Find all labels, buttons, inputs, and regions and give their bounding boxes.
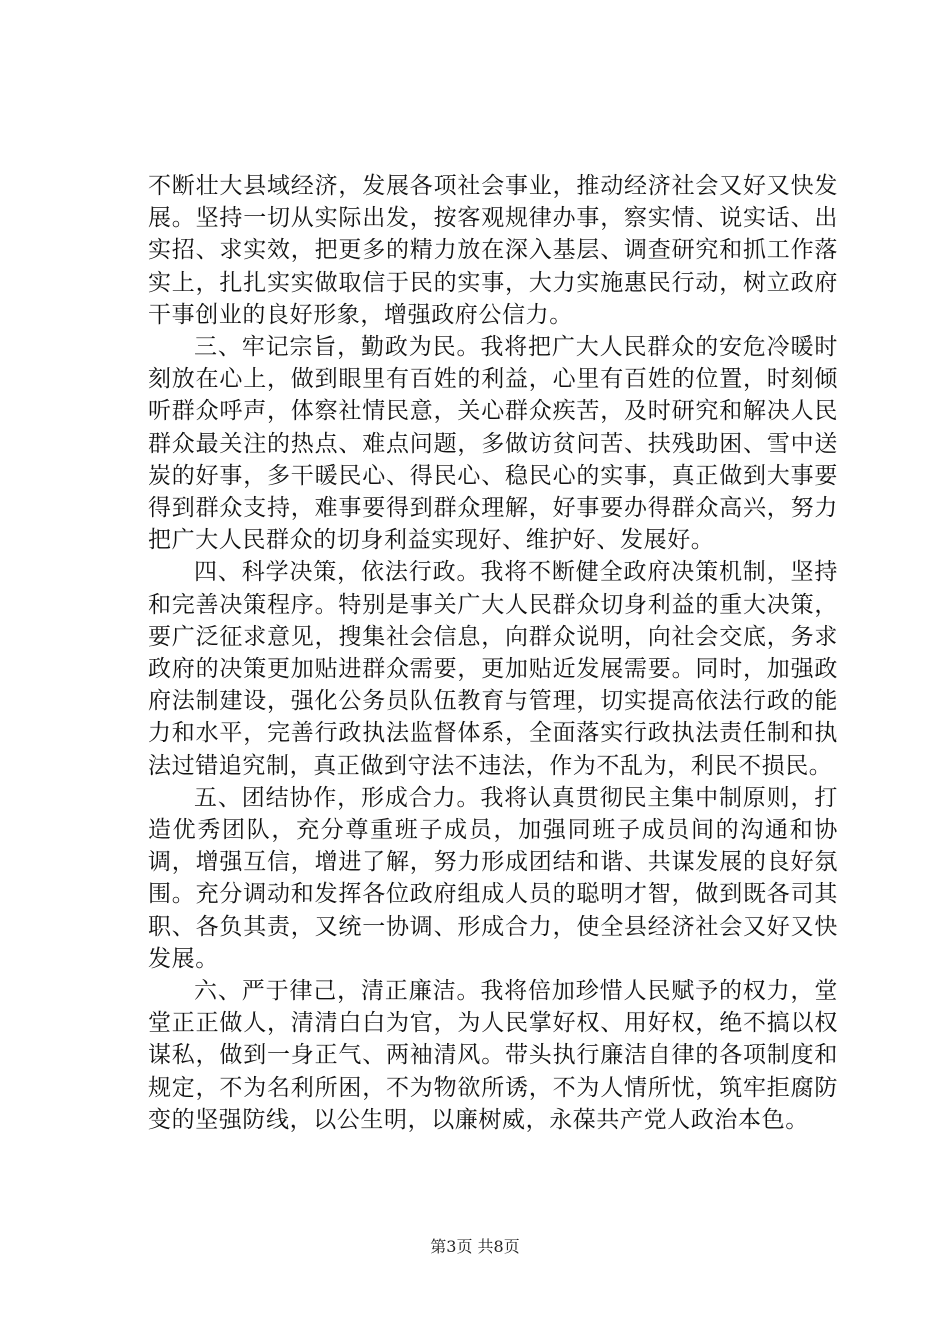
document-body	[148, 170, 838, 1136]
paragraph-section-6: 六、严于律己，清正廉洁。我将倍加珍惜人民赋予的权力，堂堂正正做人，清清白白为官，为人民掌好权、用好权，绝不搞以权谋私，做到一身正气、两袖清风。带头执行廉洁自律的各项制度和规定，不为名利所困，不为物欲所诱，不为人情所忧，筑牢拒腐防变的坚强防线，以公生明，以廉树威，永葆共产党人政治本色。	[148, 978, 838, 1133]
page-footer: 第3页 共8页	[430, 1237, 520, 1256]
paragraph-section-3: 三、牢记宗旨，勤政为民。我将把广大人民群众的安危冷暖时刻放在心上，做到眼里有百姓的利益，心里有百姓的位置，时刻倾听群众呼声，体察社情民意，关心群众疾苦，及时研究和解决人民群众最关注的热点、难点问题，多做访贫问苦、扶残助困、雪中送炭的好事，多干暖民心、得民心、稳民心的实事，真正做到大事要得到群众支持，难事要得到群众理解，好事要办得群众高兴，努力把广大人民群众的切身利益实现好、维护好、发展好。	[148, 334, 838, 554]
paragraph-section-4: 四、科学决策，依法行政。我将不断健全政府决策机制，坚持和完善决策程序。特别是事关广大人民群众切身利益的重大决策，要广泛征求意见，搜集社会信息，向群众说明，向社会交底，务求政府的决策更加贴进群众需要，更加贴近发展需要。同时，加强政府法制建设，强化公务员队伍教育与管理，切实提高依法行政的能力和水平，完善行政执法监督体系，全面落实行政执法责任制和执法过错追究制，真正做到守法不违法，作为不乱为，利民不损民。	[148, 559, 838, 779]
paragraph-continuation: 不断壮大县域经济，发展各项社会事业，推动经济社会又好又快发展。坚持一切从实际出发，按客观规律办事，察实情、说实话、出实招、求实效，把更多的精力放在深入基层、调查研究和抓工作落实上，扎扎实实做取信于民的实事，大力实施惠民行动，树立政府干事创业的良好形象，增强政府公信力。	[148, 173, 838, 328]
paragraph-section-5: 五、团结协作，形成合力。我将认真贯彻民主集中制原则，打造优秀团队，充分尊重班子成员，加强同班子成员间的沟通和协调，增强互信，增进了解，努力形成团结和谐、共谋发展的良好氛围。充分调动和发挥各位政府组成人员的聪明才智，做到既各司其职、各负其责，又统一协调、形成合力，使全县经济社会又好又快发展。	[148, 784, 838, 972]
